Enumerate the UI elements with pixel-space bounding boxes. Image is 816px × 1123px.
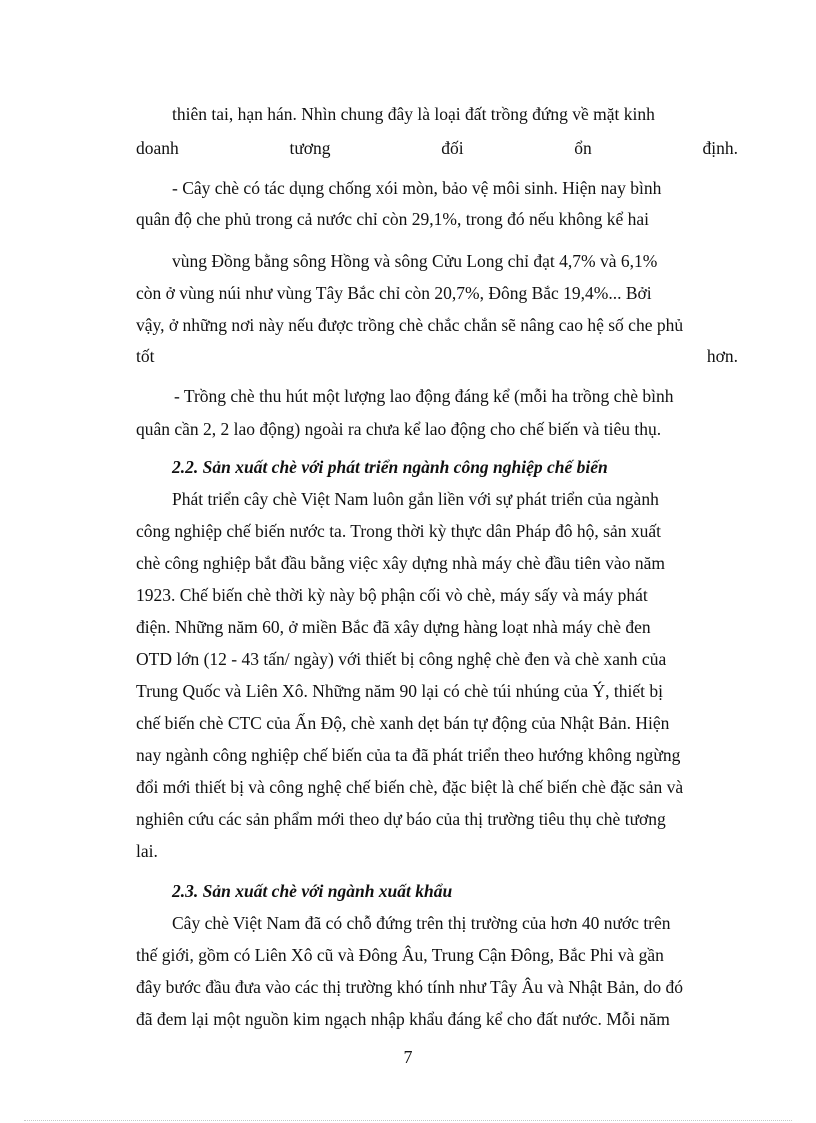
text-line: nay ngành công nghiệp chế biến của ta đã phát triển theo hướng không ngừng [136, 745, 681, 765]
page-edge-divider [24, 1120, 792, 1121]
word: ổn [574, 138, 592, 158]
text-line: đổi mới thiết bị và công nghệ chế biến chè, đặc biệt là chế biến chè đặc sản và [136, 777, 684, 797]
word: hơn. [706, 346, 738, 366]
text-line: điện. Những năm 60, ở miền Bắc đã xây dựng hàng loạt nhà máy chè đen [136, 617, 651, 637]
text-line: đã đem lại một nguồn kim ngạch nhập khẩu đáng kể cho đất nước. Mỗi năm [136, 1009, 670, 1029]
text-line [136, 345, 738, 367]
text-line: quân độ che phủ trong cả nước chỉ còn 29,1%, trong đó nếu không kể hai [136, 209, 649, 229]
word: đối [441, 138, 464, 158]
word: định. [702, 138, 738, 158]
text-line: đây bước đầu đưa vào các thị trường khó tính như Tây Âu và Nhật Bản, do đó [136, 977, 683, 997]
text-line: quân cần 2, 2 lao động) ngoài ra chưa kể lao động cho chế biến và tiêu thụ. [136, 419, 662, 439]
text-line: OTD lớn (12 - 43 tấn/ ngày) với thiết bị công nghệ chè đen và chè xanh của [136, 649, 667, 669]
page-number: 7 [403, 1047, 413, 1067]
section-heading: 2.3. Sản xuất chè với ngành xuất khẩu [172, 881, 453, 901]
text-line: Phát triển cây chè Việt Nam luôn gắn liền với sự phát triển của ngành [172, 489, 659, 509]
text-line: thế giới, gồm có Liên Xô cũ và Đông Âu, Trung Cận Đông, Bắc Phi và gần [136, 945, 664, 965]
text-line: nghiên cứu các sản phẩm mới theo dự báo của thị trường tiêu thụ chè tương [136, 809, 666, 829]
word: doanh [136, 138, 179, 158]
text-line: Trung Quốc và Liên Xô. Những năm 90 lại có chè túi nhúng của Ý, thiết bị [136, 681, 663, 701]
text-line [136, 137, 738, 159]
text-line: còn ở vùng núi như vùng Tây Bắc chỉ còn 20,7%, Đông Bắc 19,4%... Bởi [136, 283, 652, 303]
text-line: Cây chè Việt Nam đã có chỗ đứng trên thị trường của hơn 40 nước trên [172, 913, 671, 933]
text-line: vậy, ở những nơi này nếu được trồng chè chắc chắn sẽ nâng cao hệ số che phủ [136, 315, 684, 335]
text-line: lai. [136, 841, 158, 861]
text-line: - Cây chè có tác dụng chống xói mòn, bảo vệ môi sinh. Hiện nay bình [172, 178, 662, 198]
text-line: chế biến chè CTC của Ấn Độ, chè xanh dẹt bán tự động của Nhật Bản. Hiện [136, 713, 670, 733]
section-heading: 2.2. Sản xuất chè với phát triển ngành công nghiệp chế biến [172, 457, 608, 477]
text-line: công nghiệp chế biến nước ta. Trong thời kỳ thực dân Pháp đô hộ, sản xuất [136, 521, 661, 541]
text-line: 1923. Chế biến chè thời kỳ này bộ phận cối vò chè, máy sấy và máy phát [136, 585, 648, 605]
word: tốt [136, 346, 155, 366]
text-line: vùng Đồng bằng sông Hồng và sông Cửu Long chỉ đạt 4,7% và 6,1% [172, 251, 658, 271]
word: tương [289, 138, 331, 158]
text-line: chè công nghiệp bắt đầu bằng việc xây dựng nhà máy chè đầu tiên vào năm [136, 553, 665, 573]
text-line: thiên tai, hạn hán. Nhìn chung đây là loại đất trồng đứng về mặt kinh [172, 104, 655, 124]
text-line: - Trồng chè thu hút một lượng lao động đáng kể (mỗi ha trồng chè bình [174, 386, 674, 406]
